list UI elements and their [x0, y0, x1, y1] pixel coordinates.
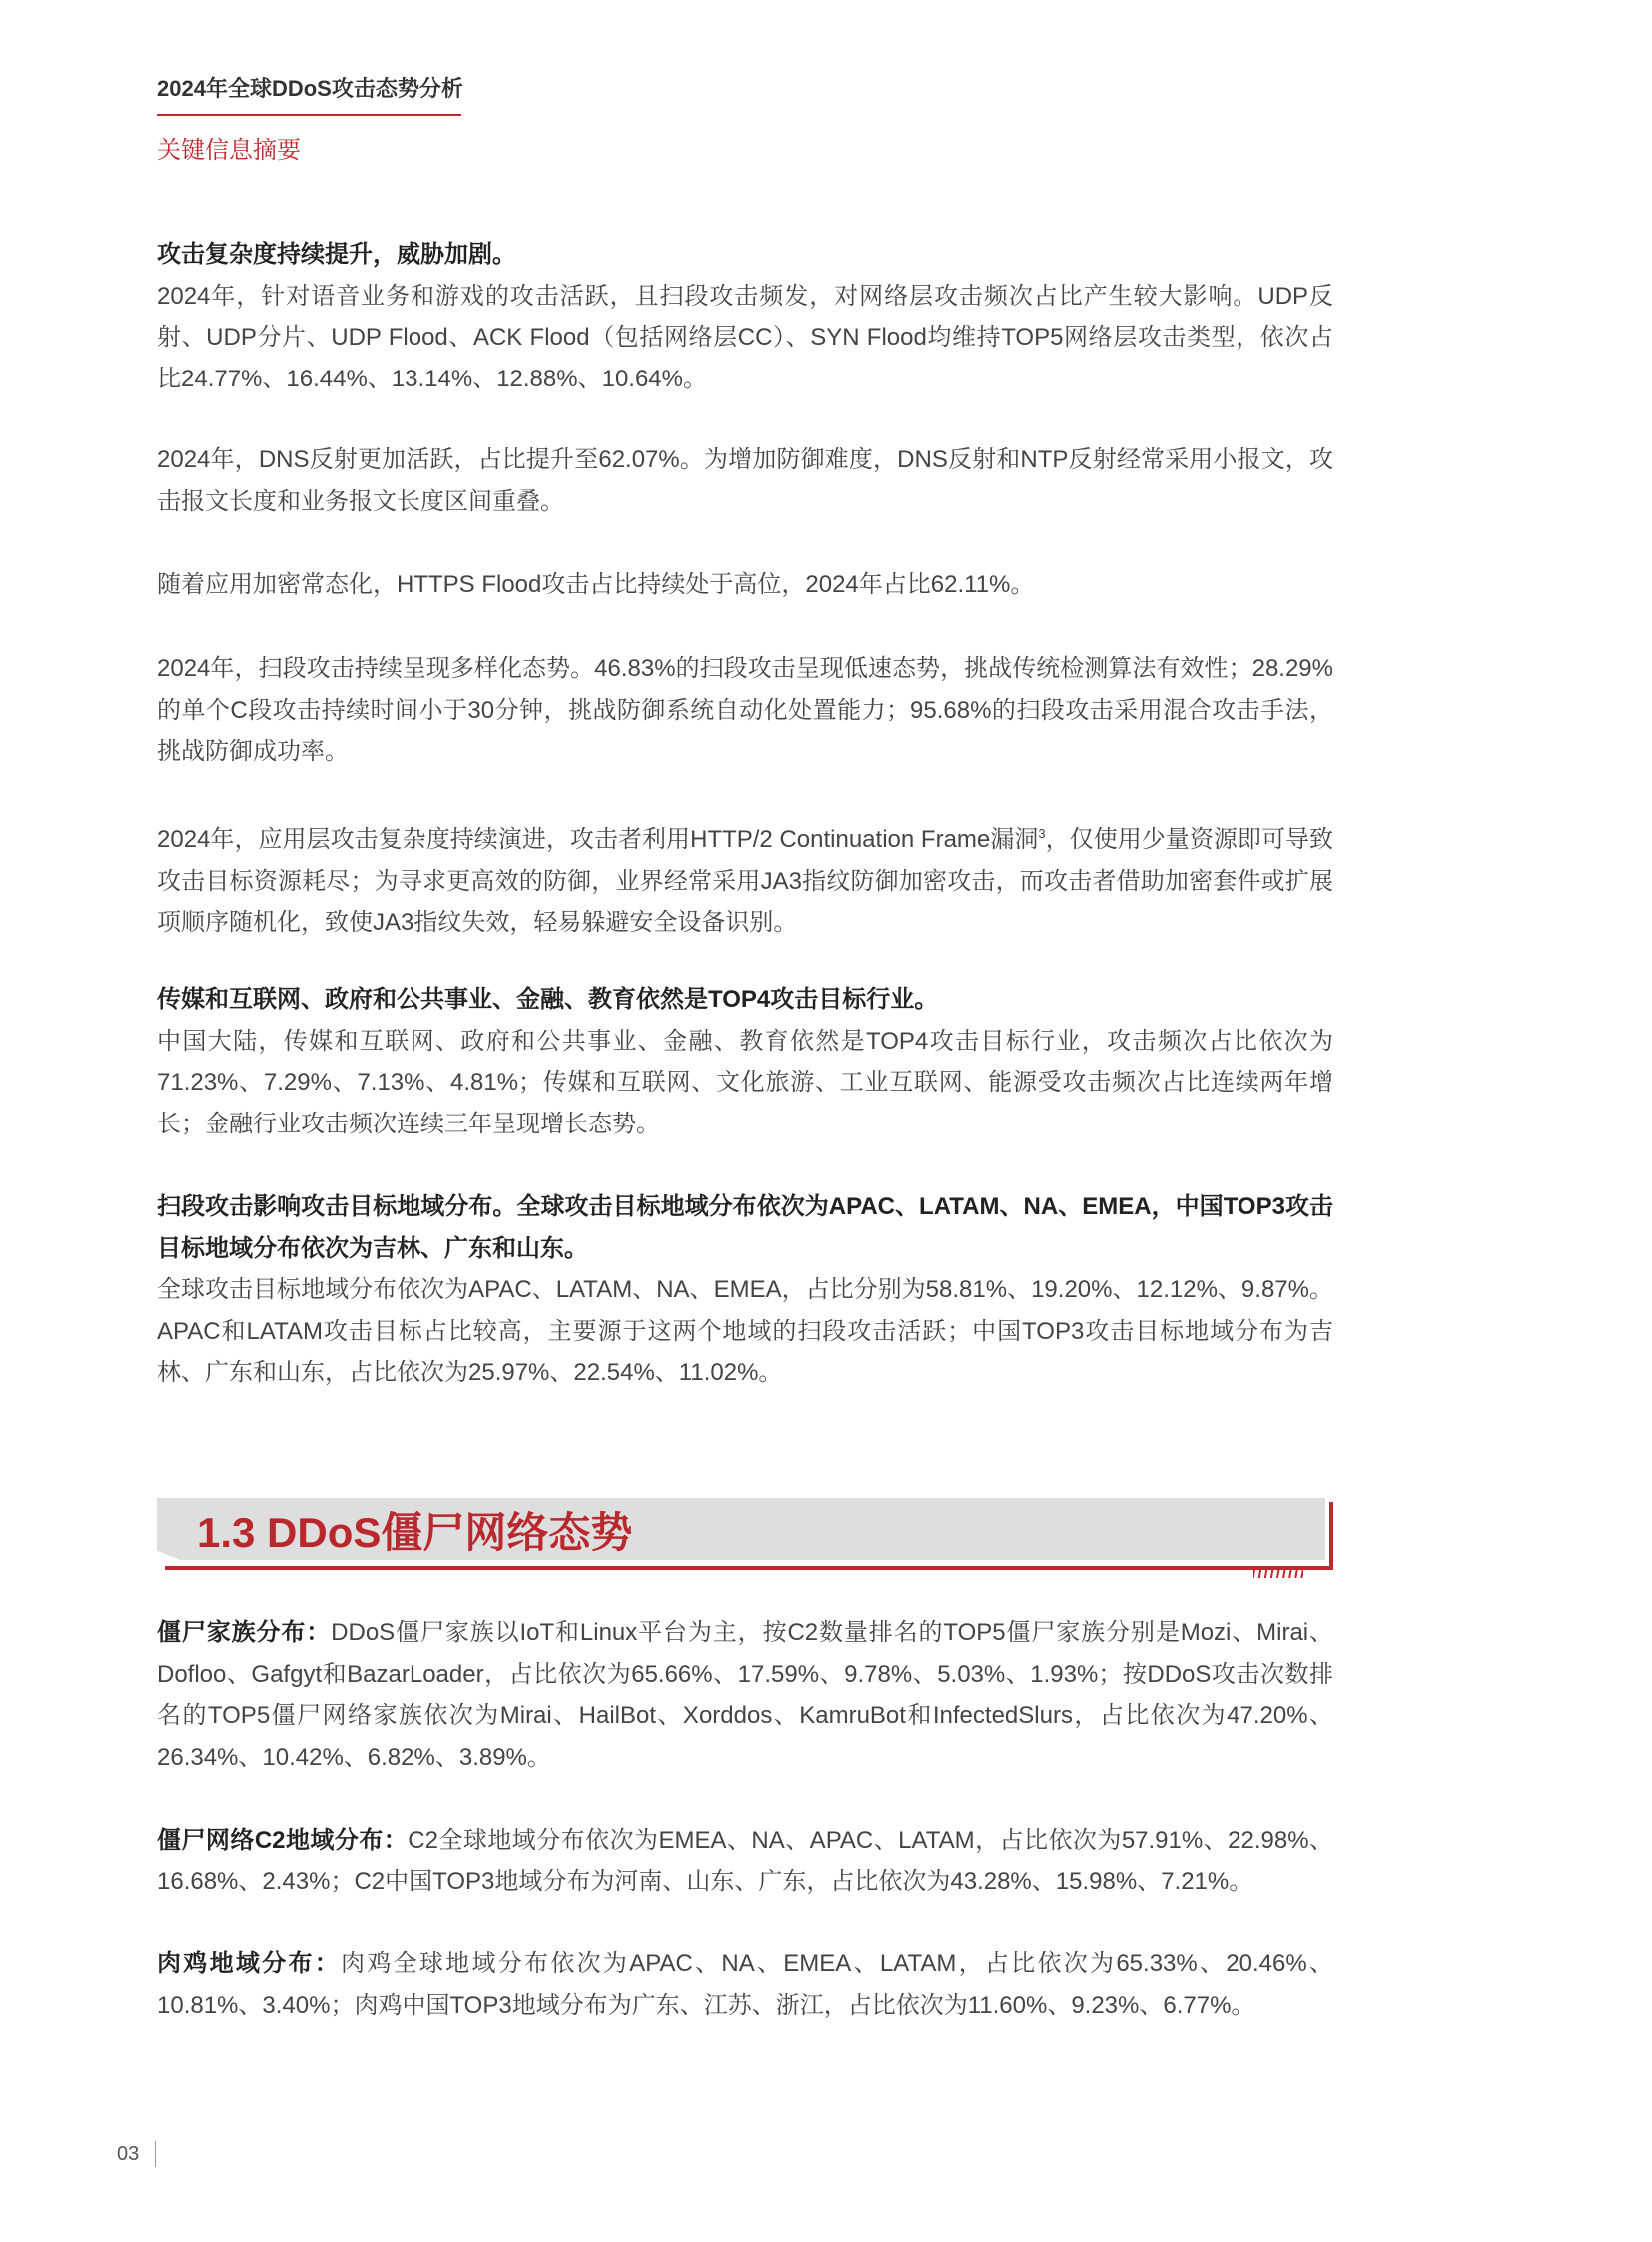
paragraph-https: 随着应用加密常态化，HTTPS Flood攻击占比持续处于高位，2024年占比62.11%。 — [157, 571, 1035, 598]
lead: 僵尸家族分布： — [157, 1619, 332, 1646]
paragraph-bot-regions — [157, 1943, 1333, 2026]
text: 肉鸡全球地域分布依次为APAC、NA、EMEA、LATAM，占比依次为65.33%、20.46%、10.81%、3.40%；肉鸡中国TOP3地域分布为广东、江苏、浙江，占比依次为11.60%、9.23%、6.77%。 — [157, 1950, 1334, 2019]
text: 2024年，应用层攻击复杂度持续演进，攻击者利用HTTP/2 Continuation Frame漏洞 — [157, 826, 1039, 853]
page-number: 03 — [117, 2143, 140, 2165]
paragraph-heading: 扫段攻击影响攻击目标地域分布。全球攻击目标地域分布依次为APAC、LATAM、NA、EMEA，中国TOP3攻击目标地域分布依次为吉林、广东和山东。 — [157, 1193, 1333, 1262]
banner-right-edge — [1329, 1502, 1333, 1570]
paragraph-text: 中国大陆，传媒和互联网、政府和公共事业、金融、教育依然是TOP4攻击目标行业，攻击频次占比依次为71.23%、7.29%、7.13%、4.81%；传媒和互联网、文化旅游、工业互联网、能源受攻击频次占比连续两年增长；金融行业攻击频次连续三年呈现增长态势。 — [157, 1027, 1333, 1137]
paragraph-dns: 2024年，DNS反射更加活跃，占比提升至62.07%。为增加防御难度，DNS反射和NTP反射经常采用小报文，攻击报文长度和业务报文长度区间重叠。 — [157, 446, 1333, 515]
text: C2全球地域分布依次为EMEA、NA、APAC、LATAM，占比依次为57.91%、22.98%、16.68%、2.43%；C2中国TOP3地域分布为河南、山东、广东，占比依次为43.28%、15.98%、7.21%。 — [157, 1827, 1333, 1895]
banner-underline — [165, 1566, 1333, 1570]
paragraph-regions — [157, 1186, 1333, 1394]
text: ，仅使用少量资源即可导致攻击目标资源耗尽；为寻求更高效的防御，业界经常采用JA3指纹防御加密攻击，而攻击者借助加密套件或扩展项顺序随机化，致使JA3指纹失效，轻易躲避安全设备识别。 — [157, 826, 1334, 936]
paragraph-scan: 2024年，扫段攻击持续呈现多样化态势。46.83%的扫段攻击呈现低速态势，挑战传统检测算法有效性；28.29%的单个C段攻击持续时间小于30分钟，挑战防御系统自动化处置能力；95.68%的扫段攻击采用混合攻击手法，挑战防御成功率。 — [157, 655, 1333, 765]
lead: 僵尸网络C2地域分布： — [157, 1827, 409, 1854]
page-number-divider — [155, 2141, 156, 2167]
section-title: 1.3 DDoS僵尸网络态势 — [197, 1509, 633, 1556]
banner-stripes — [1253, 1570, 1303, 1578]
text: DDoS僵尸家族以IoT和Linux平台为主，按C2数量排名的TOP5僵尸家族分别是Mozi、Mirai、Dofloo、Gafgyt和BazarLoader，占比依次为65.66%、17.59%、9.78%、5.03%、1.93%；按DDoS攻击次数排名的TOP5僵尸网络家族依次为Mirai、HailBot、Xorddos、KamruBot和InfectedSlurs，占比依次为47.20%、26.34%、10.42%、6.82%、3.89%。 — [157, 1619, 1334, 1771]
section-banner — [157, 1498, 1333, 1571]
paragraph-industries — [157, 979, 1333, 1144]
paragraph-complexity — [157, 234, 1333, 399]
paragraph-c2-regions — [157, 1820, 1333, 1902]
paragraph-app-layer — [157, 813, 1333, 944]
paragraph-text: 全球攻击目标地域分布依次为APAC、LATAM、NA、EMEA，占比分别为58.81%、19.20%、12.12%、9.87%。APAC和LATAM攻击目标占比较高，主要源于这两个地域的扫段攻击活跃；中国TOP3攻击目标地域分布为吉林、广东和山东，占比依次为25.97%、22.54%、11.02%。 — [157, 1276, 1333, 1386]
paragraph-text: 2024年，针对语音业务和游戏的攻击活跃，且扫段攻击频发，对网络层攻击频次占比产生较大影响。UDP反射、UDP分片、UDP Flood、ACK Flood（包括网络层CC）、SYN Flood均维持TOP5网络层攻击类型，依次占比24.77%、16.44%、13.14%、12.88%、10.64%。 — [157, 282, 1333, 392]
report-title: 2024年全球DDoS攻击态势分析 — [157, 76, 463, 101]
section-label: 关键信息摘要 — [157, 137, 301, 164]
paragraph-heading: 传媒和互联网、政府和公共事业、金融、教育依然是TOP4攻击目标行业。 — [157, 986, 939, 1013]
paragraph-botnet-families — [157, 1612, 1333, 1778]
paragraph-heading: 攻击复杂度持续提升，威胁加剧。 — [157, 241, 516, 268]
lead: 肉鸡地域分布： — [157, 1950, 342, 1977]
header-divider — [157, 114, 461, 116]
footnote-ref: 3 — [1038, 826, 1046, 841]
